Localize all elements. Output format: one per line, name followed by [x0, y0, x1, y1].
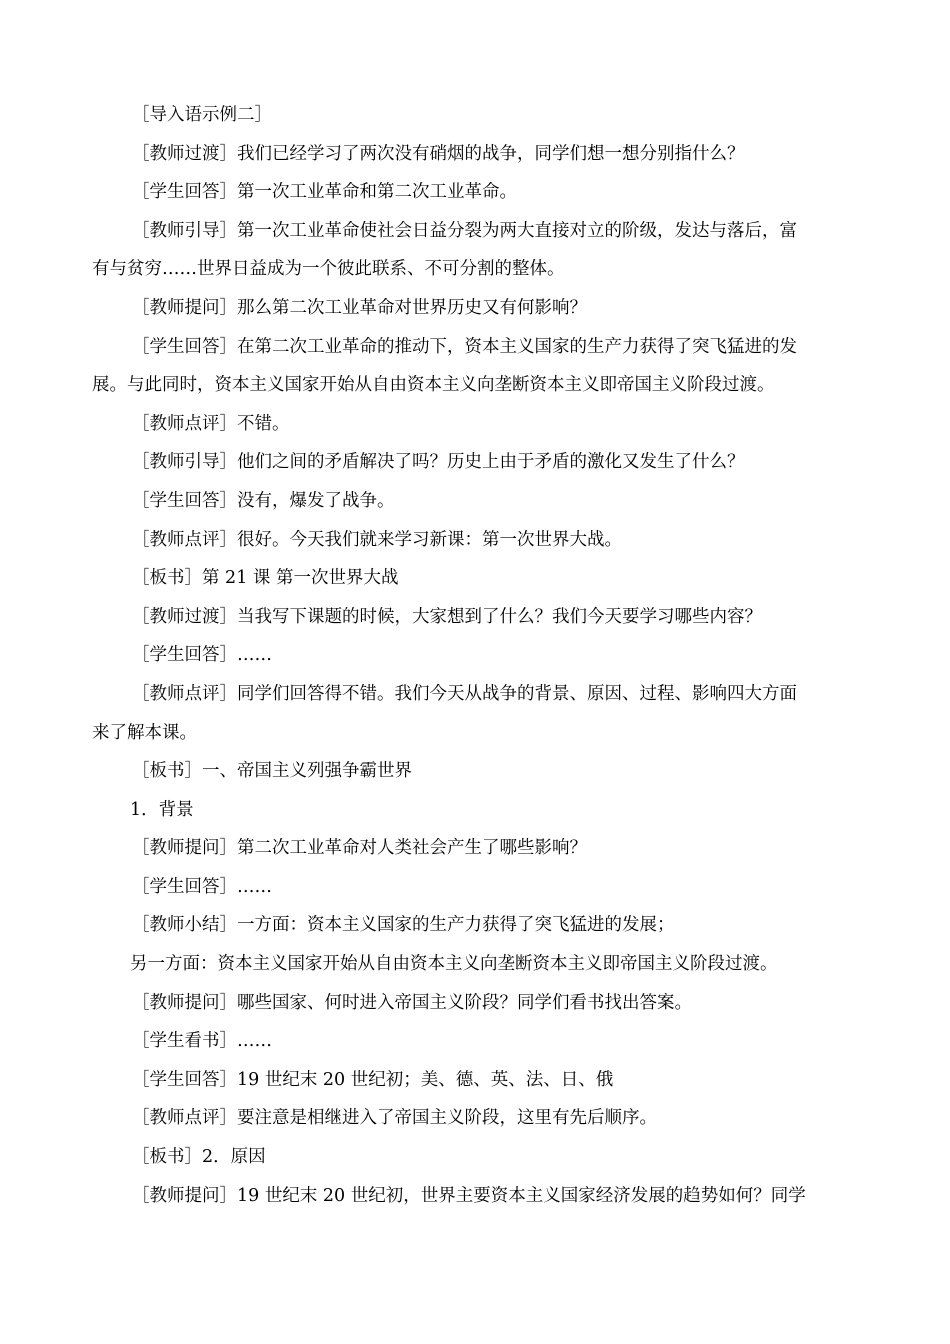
- paragraph-student-answer: ［学生回答］没有，爆发了战争。: [132, 490, 395, 511]
- paragraph-student-answer: ［学生回答］19 世纪末 20 世纪初；美、德、英、法、日、俄: [132, 1069, 614, 1090]
- paragraph-teacher-guide-line1: ［教师引导］第一次工业革命使社会日益分裂为两大直接对立的阶级，发达与落后，富: [132, 220, 797, 241]
- paragraph-teacher-summary: ［教师小结］一方面：资本主义国家的生产力获得了突飞猛进的发展；: [132, 915, 675, 936]
- paragraph-teacher-comment: ［教师点评］很好。今天我们就来学习新课：第一次世界大战。: [132, 529, 622, 550]
- paragraph-teacher-transition: ［教师过渡］我们已经学习了两次没有硝烟的战争，同学们想一想分别指什么？: [132, 143, 745, 164]
- paragraph-teacher-question: ［教师提问］第二次工业革命对人类社会产生了哪些影响？: [132, 838, 587, 859]
- paragraph-summary-continuation: 另一方面：资本主义国家开始从自由资本主义向垄断资本主义即帝国主义阶段过渡。: [130, 954, 778, 975]
- paragraph-subheading-background: 1．背景: [130, 799, 194, 820]
- paragraph-board-title: ［板书］第 21 课 第一次世界大战: [132, 568, 399, 589]
- paragraph-teacher-comment: ［教师点评］不错。: [132, 413, 290, 434]
- paragraph-teacher-transition: ［教师过渡］当我写下课题的时候，大家想到了什么？我们今天要学习哪些内容？: [132, 606, 762, 627]
- paragraph-student-answer-line2: 展。与此同时，资本主义国家开始从自由资本主义向垄断资本主义即帝国主义阶段过渡。: [92, 375, 775, 396]
- paragraph-board-subsection: ［板书］2．原因: [132, 1147, 266, 1168]
- paragraph-teacher-question-final: ［教师提问］19 世纪末 20 世纪初，世界主要资本主义国家经济发展的趋势如何？同学: [132, 1185, 806, 1206]
- paragraph-teacher-guide-line2: 有与贫穷……世界日益成为一个彼此联系、不可分割的整体。: [92, 259, 565, 280]
- paragraph-student-answer: ［学生回答］……: [132, 645, 272, 666]
- paragraph-teacher-comment-line2: 来了解本课。: [92, 722, 197, 743]
- document-body: [92, 96, 860, 1215]
- paragraph-teacher-question: ［教师提问］哪些国家、何时进入帝国主义阶段？同学们看书找出答案。: [132, 992, 692, 1013]
- paragraph-student-answer: ［学生回答］第一次工业革命和第二次工业革命。: [132, 182, 517, 203]
- paragraph-teacher-question: ［教师提问］那么第二次工业革命对世界历史又有何影响？: [132, 297, 587, 318]
- paragraph-teacher-guide: ［教师引导］他们之间的矛盾解决了吗？历史上由于矛盾的激化又发生了什么？: [132, 452, 745, 473]
- paragraph-teacher-comment: ［教师点评］要注意是相继进入了帝国主义阶段，这里有先后顺序。: [132, 1108, 657, 1129]
- paragraph-board-section: ［板书］一、帝国主义列强争霸世界: [132, 761, 412, 782]
- paragraph-student-answer-line1: ［学生回答］在第二次工业革命的推动下，资本主义国家的生产力获得了突飞猛进的发: [132, 336, 797, 357]
- paragraph-student-reading: ［学生看书］……: [132, 1031, 272, 1052]
- paragraph-teacher-comment-line1: ［教师点评］同学们回答得不错。我们今天从战争的背景、原因、过程、影响四大方面: [132, 683, 797, 704]
- paragraph-student-answer: ［学生回答］……: [132, 876, 272, 897]
- paragraph-intro-example: ［导入语示例二］: [132, 105, 272, 125]
